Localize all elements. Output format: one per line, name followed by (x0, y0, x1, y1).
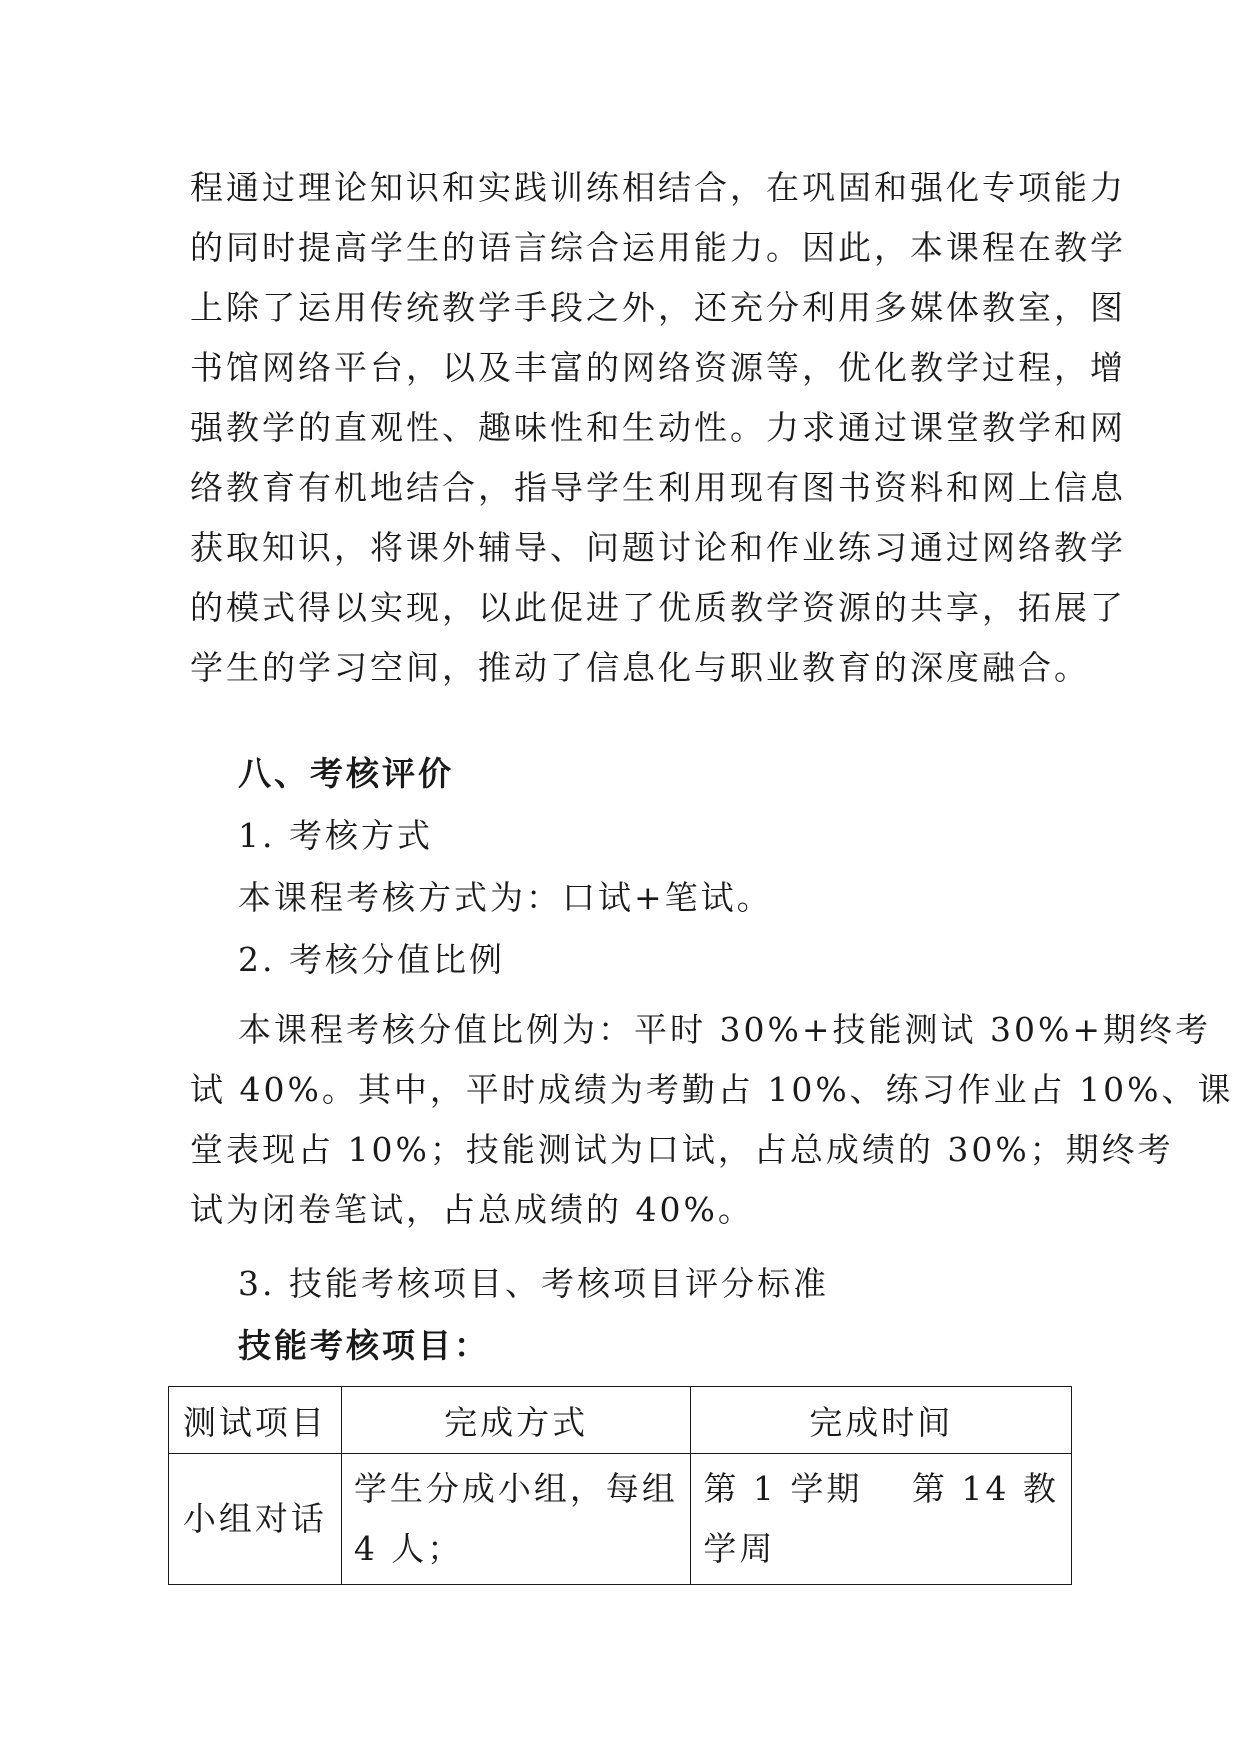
section-heading: 八、考核评价 (238, 754, 454, 793)
table-row (169, 1454, 1072, 1585)
subsection-title-assessment-method: 1. 考核方式 (238, 816, 433, 855)
paragraph-line: 程通过理论知识和实践训练相结合，在巩固和强化专项能力 (190, 168, 1126, 207)
cell-method: 学生分成小组，每组 4 人； (341, 1454, 691, 1585)
header-method: 完成方式 (341, 1387, 691, 1454)
paragraph-line: 试 40%。其中，平时成绩为考勤占 10%、练习作业占 10%、课 (190, 1070, 1234, 1109)
assessment-method-text: 本课程考核方式为：口试+笔试。 (238, 878, 773, 917)
paragraph-line: 书馆网络平台，以及丰富的网络资源等，优化教学过程，增 (190, 348, 1126, 387)
paragraph-teaching-methods (190, 158, 1126, 698)
paragraph-line: 试为闭卷笔试，占总成绩的 40%。 (190, 1190, 754, 1229)
header-time: 完成时间 (691, 1387, 1072, 1454)
paragraph-line: 上除了运用传统教学手段之外，还充分利用多媒体教室，图 (190, 288, 1126, 327)
paragraph-line: 强教学的直观性、趣味性和生动性。力求通过课堂教学和网 (190, 408, 1126, 447)
paragraph-line: 络教育有机地结合，指导学生利用现有图书资料和网上信息 (190, 468, 1126, 507)
skill-assessment-table (168, 1386, 1072, 1585)
subsection-title-score-ratio: 2. 考核分值比例 (238, 940, 505, 979)
subsection-title-skill-items: 3. 技能考核项目、考核项目评分标准 (238, 1264, 829, 1303)
paragraph-score-ratio (190, 1000, 1234, 1240)
table-caption: 技能考核项目： (238, 1326, 490, 1365)
cell-time: 第 1 学期 第 14 教学周 (691, 1454, 1072, 1585)
cell-test-item: 小组对话 (169, 1454, 342, 1585)
paragraph-line: 的同时提高学生的语言综合运用能力。因此，本课程在教学 (190, 228, 1126, 267)
header-test-item: 测试项目 (169, 1387, 342, 1454)
paragraph-line: 堂表现占 10%；技能测试为口试，占总成绩的 30%；期终考 (190, 1130, 1174, 1169)
table-header-row (169, 1387, 1072, 1454)
paragraph-line: 的模式得以实现，以此促进了优质教学资源的共享，拓展了 (190, 588, 1126, 627)
paragraph-line: 学生的学习空间，推动了信息化与职业教育的深度融合。 (190, 648, 1090, 687)
paragraph-line: 本课程考核分值比例为：平时 30%+技能测试 30%+期终考 (238, 1010, 1211, 1049)
paragraph-line: 获取知识，将课外辅导、问题讨论和作业练习通过网络教学 (190, 528, 1126, 567)
